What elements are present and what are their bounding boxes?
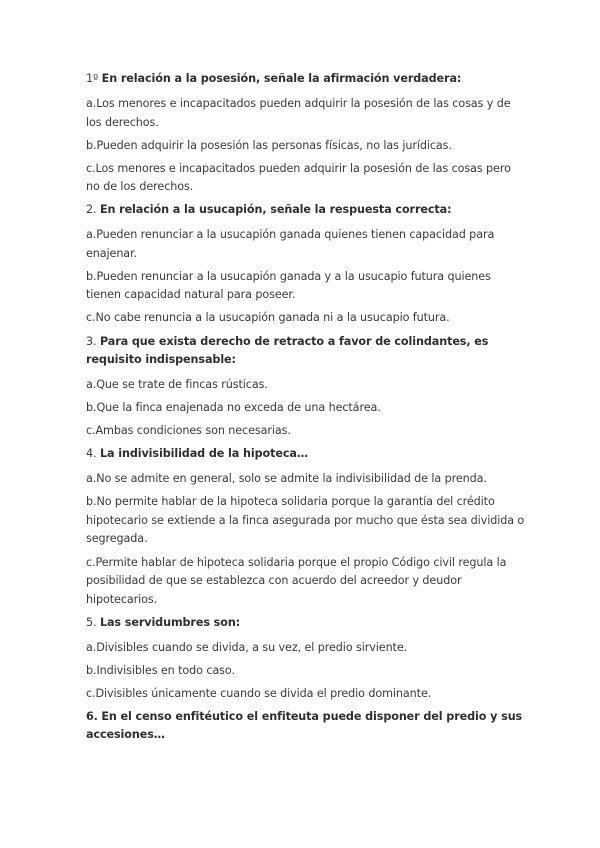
question-block	[86, 708, 526, 745]
question-block	[86, 614, 526, 704]
question-heading	[86, 708, 526, 745]
answer-option: c.Los menores e incapacitados pueden adquirir la posesión de las cosas pero no de los derechos.	[86, 161, 511, 194]
answer-option: c.Permite hablar de hipoteca solidaria porque el propio Código civil regula la posibilidad de que se establezca con acuerdo del acreedor y deudor hipotecarios.	[86, 555, 507, 606]
question-heading	[86, 445, 526, 464]
question-number: 6.	[86, 709, 98, 723]
answer-option: c.No cabe renuncia a la usucapión ganada ni a la usucapio futura.	[86, 311, 450, 325]
question-stem: La indivisibilidad de la hipoteca…	[99, 447, 308, 461]
question-block	[86, 445, 526, 609]
answer-option: b.Pueden adquirir la posesión las personas físicas, no las jurídicas.	[86, 138, 452, 152]
question-stem: En relación a la posesión, señale la afirmación verdadera:	[101, 72, 462, 85]
question-number: 1º	[86, 72, 99, 85]
question-stem: En relación a la usucapión, señale la respuesta correcta:	[99, 203, 452, 217]
answer-option: b.Pueden renunciar a la usucapión ganada y a la usucapio futura quienes tienen capacidad natural para poseer.	[86, 269, 491, 302]
answer-option: a.Divisibles cuando se divida, a su vez, el predio sirviente.	[86, 640, 408, 654]
answer-option: b.Indivisibles en todo caso.	[86, 663, 235, 677]
answer-option: a.No se admite en general, solo se admite la indivisibilidad de la prenda.	[86, 472, 487, 486]
question-heading	[86, 70, 526, 89]
question-heading	[86, 333, 526, 370]
question-number: 2.	[86, 203, 97, 217]
question-block	[86, 201, 526, 328]
question-stem: Las servidumbres son:	[99, 615, 241, 629]
question-block	[86, 333, 526, 441]
answer-option: a.Que se trate de fincas rústicas.	[86, 378, 268, 392]
question-list	[86, 70, 526, 751]
question-number: 5.	[86, 615, 97, 629]
answer-option: a.Pueden renunciar a la usucapión ganada quienes tienen capacidad para enajenar.	[86, 228, 495, 260]
question-stem: En el censo enfitéutico el enfiteuta puede disponer del predio y sus accesiones…	[86, 709, 523, 742]
question-block	[86, 70, 526, 197]
answer-option: b.No permite hablar de la hipoteca solidaria porque la garantía del crédito hipotecario se extiende a la finca asegurada por mucho que ésta sea dividida o segregada.	[86, 495, 525, 546]
answer-option: b.Que la finca enajenada no exceda de una hectárea.	[86, 401, 381, 415]
question-number: 4.	[86, 447, 97, 461]
answer-option: a.Los menores e incapacitados pueden adquirir la posesión de las cosas y de los derechos.	[86, 97, 511, 129]
answer-option: c.Divisibles únicamente cuando se divida el predio dominante.	[86, 686, 432, 700]
answer-option: c.Ambas condiciones son necesarias.	[86, 424, 291, 438]
question-heading	[86, 201, 526, 220]
question-heading	[86, 614, 526, 633]
question-number: 3.	[86, 334, 97, 348]
question-stem: Para que exista derecho de retracto a favor de colindantes, es requisito indispensable:	[86, 334, 489, 367]
